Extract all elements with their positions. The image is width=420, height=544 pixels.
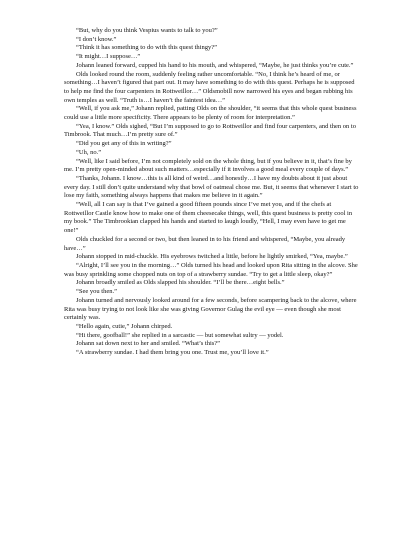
paragraph: Johann leaned forward, cupped his hand to his mouth, and whispered, “Maybe, he just thinks you’re cute.” [76, 61, 354, 69]
paragraph: “Well, all I can say is that I’ve gained a good fifteen pounds since I’ve met you, and if the chefs at Rottweillor Castle know how to make one of them cheesecake things, well, this quest business is pretty cool in my book.” The Timbrookian clapped his hands and started to laugh loudly, “Hell, I may even have to get me one!” [64, 201, 353, 235]
paragraph: “Well, if you ask me,” Johann replied, patting Olds on the shoulder, “it seems that this whole quest business could use a little more specificity. There appears to be plenty of room for interpretation.” [64, 105, 357, 122]
book-page [64, 27, 360, 527]
paragraph: Johann stopped in mid-chuckle. His eyebrows twitched a little, before he lightly smirked, “Yea, maybe.” [76, 253, 348, 261]
paragraph: “Well, like I said before, I’m not completely sold on the whole thing, but if you believe in it, that’s fine by me. I’m pretty open-minded about such matters…especially if it involves a good meal every couple of days.” [64, 157, 352, 174]
paragraph: “Uh, no.” [76, 148, 102, 156]
paragraph: Johann turned and nervously looked around for a few seconds, before scampering back to the alcove, where Rita was busy trying to not look like she was giving Governor Gulag the evil eye — even though she most certainly was. [64, 296, 357, 322]
paragraph: “Thanks, Johann. I know…this is all kind of weird…and honestly…I have my doubts about it just about every day. I still don’t quite understand why that bowl of oatmeal chose me. But, it seems that whenever I start to lose my faith, something always happens that makes me believe in it again.” [64, 174, 359, 200]
paragraph: “Did you get any of this in writing?” [76, 140, 172, 148]
paragraph: “It might…I suppose…” [76, 53, 141, 61]
paragraph: Johann broadly smiled as Olds slapped his shoulder. “I’ll be there…eight bells.” [76, 279, 285, 287]
paragraph: Olds chuckled for a second or two, but then leaned in to his friend and whispered, “Maybe, you already have…” [64, 235, 346, 252]
paragraph: “I don’t know.” [76, 35, 117, 43]
paragraph: “Alright, I’ll see you in the morning…” Olds turned his head and looked upon Rita sitting in the alcove. She was busy sprinkling some chopped nuts on top of a strawberry sundae. “Try to get a little sleep, okay?” [64, 261, 358, 278]
paragraph: “Think it has something to do with this quest thingy?” [76, 44, 218, 52]
paragraph: “A strawberry sundae. I had them bring you one. Trust me, you’ll love it.” [76, 349, 269, 357]
paragraph: “Hi there, goofball!” she replied in a sarcastic — but somewhat sultry — yodel. [76, 331, 284, 339]
paragraph: Olds looked round the room, suddenly feeling rather uncomfortable. “No, I think he’s heard of me, or something…I haven’t figured that part out. It may have something to do with this quest. Perhaps he is supposed to help me find the four carpenters in Rottweillor…” Oldsmobill now narrowed his eyes and began rubbing his own temples as well. “Truth is…I haven’t the faintest idea…” [64, 70, 355, 104]
paragraph: “Yea, I know.” Olds sighed, “But I’m supposed to go to Rottweillor and find four carpenters, and then on to Timbrook. That much…I’m pretty sure of.” [64, 122, 356, 139]
paragraph: “See you then.” [76, 288, 117, 296]
paragraph: Johann sat down next to her and smiled. “What’s this?” [76, 340, 221, 348]
paragraph: “Hello again, cutie,” Johann chirped. [76, 322, 173, 330]
paragraph: “But, why do you think Vespius wants to talk to you?” [76, 27, 218, 34]
